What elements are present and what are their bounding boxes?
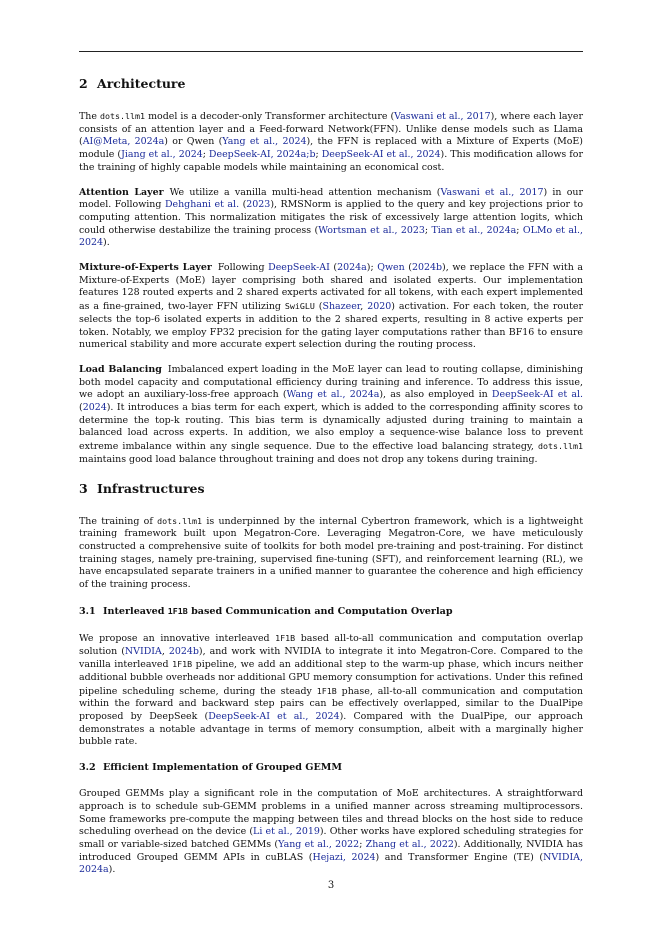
page-body bbox=[79, 74, 583, 889]
citation-link[interactable]: 2024b bbox=[411, 262, 443, 274]
paragraph: Grouped GEMMs play a significant role in the computation of MoE architectures. A straightforward approach is to schedule sub-GEMM problems in a unified manner across streaming multiprocessors. Some frameworks pre-compute the mapping between tiles and thread blocks on the host side to reduce scheduling overhead on the device (Li et al., 2019). Other works have explored scheduling strategies for small or variable-sized batched GEMMs (Yang et al., 2022; Zhang et al., 2022). Additionally, NVIDIA has introduced Grouped GEMM APIs in cuBLAS (Hejazi, 2024) and Transformer Engine (TE) (NVIDIA, 2024a). bbox=[79, 788, 584, 876]
citation-link[interactable]: 2024b bbox=[168, 645, 199, 657]
citation-link[interactable]: 2024 bbox=[82, 402, 107, 414]
paragraph-lead: Mixture-of-Experts Layer bbox=[79, 262, 212, 274]
paragraph-lead: Attention Layer bbox=[79, 186, 164, 198]
citation-link[interactable]: Yang et al., 2022 bbox=[278, 838, 360, 850]
citation-link[interactable]: Wang et al., 2024a bbox=[286, 389, 380, 401]
inline-code: dots.llm1 bbox=[157, 515, 203, 526]
section-title: Architecture bbox=[97, 76, 186, 91]
citation-link[interactable]: Qwen bbox=[377, 262, 405, 274]
paragraph-body: We utilize a vanilla multi-head attention mechanism (Vaswani et al., 2017) in our model. Following Dehghani et al. (2023), RMSNorm is applied to the query and key projections prior to computing attention. This normalization mitigates the risk of excessively large attention logits, which could otherwise destabilize the training process (Wortsman et al., 2023; Tian et al., 2024a; OLMo et al., 2024). bbox=[79, 186, 584, 249]
citation-link[interactable]: Hejazi, 2024 bbox=[312, 851, 376, 863]
section-number: 2 bbox=[79, 76, 88, 91]
subsection-heading-3-2 bbox=[79, 761, 583, 775]
citation-link[interactable]: Wortsman et al., 2023 bbox=[318, 224, 425, 236]
paragraph-attention-layer bbox=[79, 187, 583, 251]
paragraph: The training of dots.llm1 is underpinned by the internal Cybertron framework, which is a lightweight training framework built upon Megatron-Core. Leveraging Megatron-Core, we have meticulously constructed a comprehensive suite of toolkits for both model pre-training and post-training. For distinct training stages, namely pre-training, supervised fine-tuning (SFT), and reinforcement learning (RL), we have encapsulated separate trainers in a unified manner to guarantee the coherence and high efficiency of the training process. bbox=[79, 515, 583, 591]
citation-link[interactable]: Li et al., 2019 bbox=[253, 826, 320, 838]
citation-link[interactable]: NVIDIA bbox=[124, 645, 162, 657]
citation-link[interactable]: DeepSeek-AI et al., 2024 bbox=[321, 149, 441, 161]
paragraph-lead: Load Balancing bbox=[79, 363, 162, 375]
citation-link[interactable]: DeepSeek-AI, 2024a;b bbox=[208, 149, 316, 161]
inline-code: SwiGLU bbox=[284, 301, 315, 312]
inline-code: 1F1B bbox=[316, 685, 337, 696]
header-rule bbox=[79, 51, 583, 52]
citation-link[interactable]: DeepSeek-AI bbox=[268, 262, 330, 274]
citation-link[interactable]: Dehghani et al. bbox=[164, 199, 240, 211]
citation-link[interactable]: DeepSeek-AI et al. bbox=[491, 389, 584, 401]
subsection-number: 3.2 bbox=[79, 762, 96, 774]
paragraph-body: Imbalanced expert loading in the MoE layer can lead to routing collapse, diminishing both model capacity and computational efficiency during training and inference. To address this issue, we adopt an auxiliary-loss-free approach (Wang et al., 2024a), as also employed in DeepSeek-AI et al. (2024). It introduces a bias term for each expert, which is added to the corresponding affinity scores to determine the top-k routing. This bias term is dynamically adjusted during training to maintain a balanced load across experts. In addition, we also employ a sequence-wise balance loss to prevent extreme imbalance within any single sequence. Due to the effective load balancing strategy, dots.llm1 maintains good load balance throughout training and does not drop any tokens during training. bbox=[79, 363, 584, 465]
paragraph: We propose an innovative interleaved 1F1B based all-to-all communication and computation overlap solution (NVIDIA, 2024b), and work with NVIDIA to integrate it into Megatron-Core. Compared to the vanilla interleaved 1F1B pipeline, we add an additional step to the warm-up phase, which incurs neither additional bubble overheads nor additional GPU memory consumption for activations. Under this refined pipeline scheduling scheme, during the steady 1F1B phase, all-to-all communication and computation within the forward and backward step pairs can be effectively overlapped, similar to the DualPipe proposed by DeepSeek (DeepSeek-AI et al., 2024). Compared with the DualPipe, our approach demonstrates a notable advantage in terms of memory consumption, albeit with a marginally higher bubble rate. bbox=[79, 632, 583, 748]
citation-link[interactable]: AI@Meta, 2024a bbox=[82, 136, 165, 148]
citation-link[interactable]: Zhang et al., 2022 bbox=[365, 838, 454, 850]
inline-code: 1F1B bbox=[275, 632, 296, 643]
citation-link[interactable]: 2020 bbox=[367, 301, 392, 313]
section-number: 3 bbox=[79, 480, 88, 496]
paragraph-body: Following DeepSeek-AI (2024a); Qwen (2024b), we replace the FFN with a Mixture-of-Experts (MoE) layer comprising both shared and isolated experts. Our implementation features 128 routed experts and 2 shared experts activated for all tokens, with each expert implemented as a fine-grained, two-layer FFN utilizing SwiGLU (Shazeer, 2020) activation. For each token, the router selects the top-6 isolated experts in addition to the 2 shared experts, resulting in 8 active experts per token. Notably, we employ FP32 precision for the gating layer computations rather than BF16 to ensure numerical stability and more accurate expert selection during the routing process. bbox=[79, 262, 583, 351]
citation-link[interactable]: OLMo et al., 2024 bbox=[79, 224, 583, 249]
citation-link[interactable]: 2023 bbox=[246, 199, 271, 211]
citation-link[interactable]: NVIDIA, 2024a bbox=[79, 851, 583, 876]
subsection-title: Interleaved 1F1B based Communication and Computation Overlap bbox=[103, 605, 453, 617]
inline-code: dots.llm1 bbox=[538, 441, 583, 452]
inline-code: dots.llm1 bbox=[100, 111, 145, 121]
section-heading-architecture bbox=[79, 74, 583, 94]
citation-link[interactable]: Yang et al., 2024 bbox=[222, 136, 307, 148]
inline-code: 1F1B bbox=[167, 605, 188, 616]
subsection-heading-3-1 bbox=[79, 604, 583, 619]
section-title: Infrastructures bbox=[97, 480, 205, 496]
citation-link[interactable]: 2024a bbox=[337, 262, 367, 274]
citation-link[interactable]: Vaswani et al., 2017 bbox=[440, 186, 544, 198]
subsection-title: Efficient Implementation of Grouped GEMM bbox=[103, 762, 343, 774]
page-number: 3 bbox=[327, 880, 335, 891]
citation-link[interactable]: Vaswani et al., 2017 bbox=[394, 111, 491, 122]
paragraph-load-balancing bbox=[79, 364, 583, 467]
section-heading-infrastructures bbox=[79, 479, 583, 499]
inline-code: 1F1B bbox=[172, 659, 193, 670]
subsection-number: 3.1 bbox=[79, 605, 96, 617]
citation-link[interactable]: Shazeer bbox=[322, 301, 361, 313]
citation-link[interactable]: Tian et al., 2024a bbox=[431, 224, 517, 236]
paragraph-moe-layer bbox=[79, 262, 583, 352]
citation-link[interactable]: Jiang et al., 2024 bbox=[121, 149, 203, 161]
paragraph: The dots.llm1 model is a decoder-only Transformer architecture (Vaswani et al., 2017), where each layer consists of an attention layer and a Feed-forward Network(FFN). Unlike dense models such as Llama (AI@Meta, 2024a) or Qwen (Yang et al., 2024), the FFN is replaced with a Mixture of Experts (MoE) module (Jiang et al., 2024; DeepSeek-AI, 2024a;b; DeepSeek-AI et al., 2024). This modification allows for the training of highly capable models while maintaining an economical cost. bbox=[79, 111, 583, 173]
citation-link[interactable]: DeepSeek-AI et al., 2024 bbox=[208, 711, 340, 723]
